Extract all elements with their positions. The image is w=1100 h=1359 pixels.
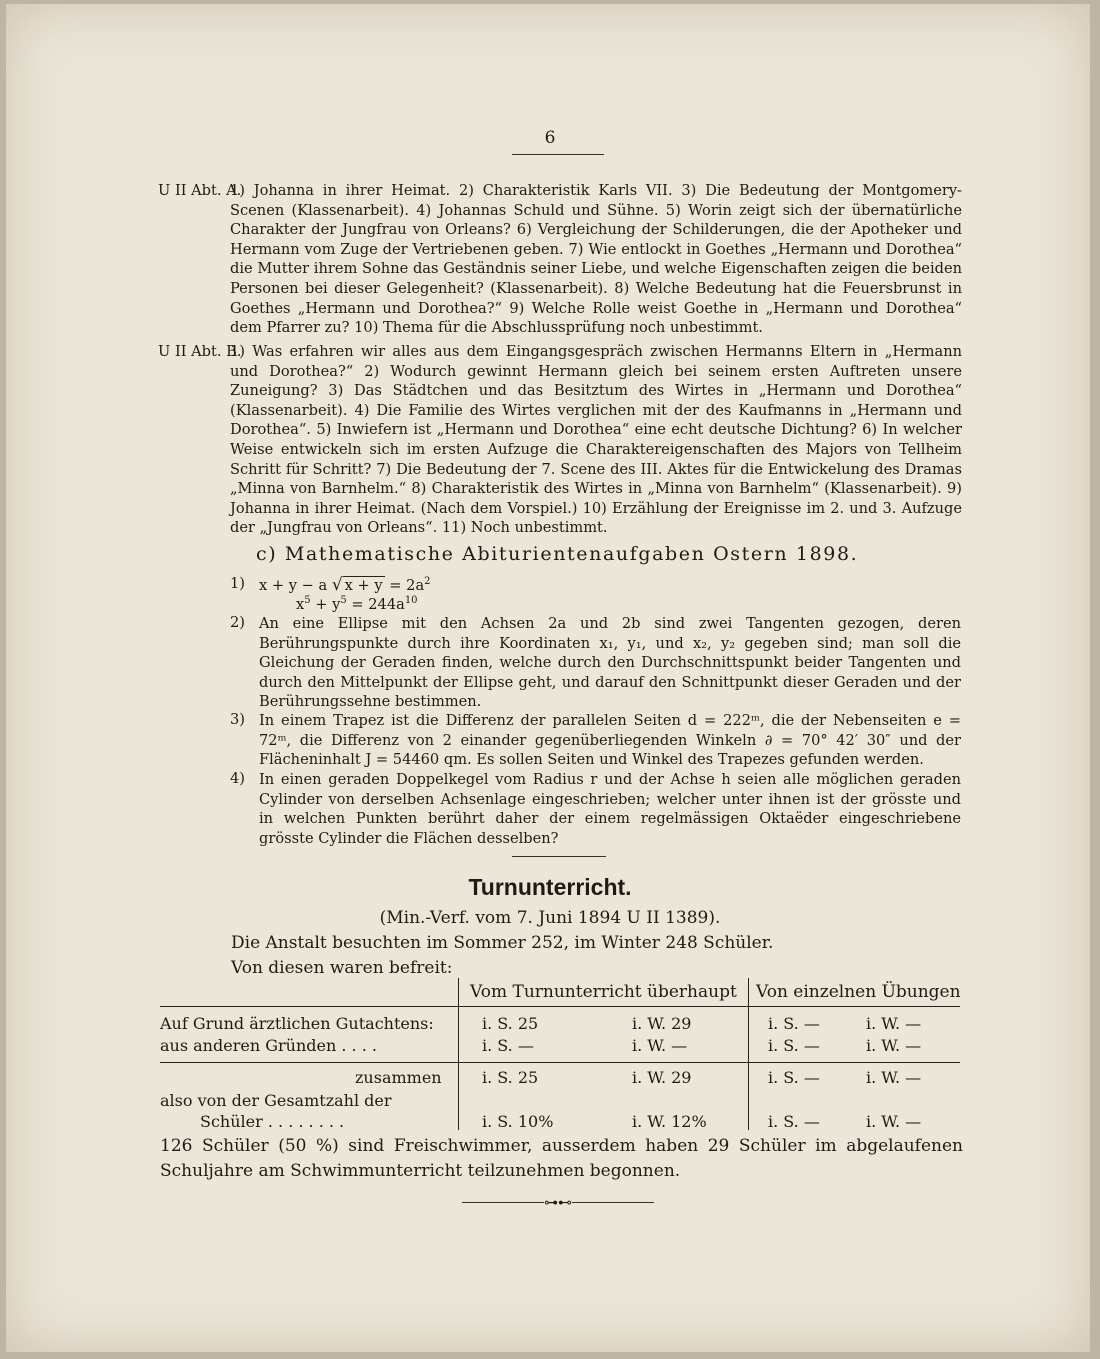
section-divider [512,856,606,857]
row3-s: i. S. 25 [482,1068,539,1087]
eq2-right: = 244a [346,595,405,613]
math-heading: c) Mathematische Abiturientenaufgaben Ostern 1898. [256,543,859,565]
eq1-left: x + y − a [259,577,328,594]
row1-w: i. W. 29 [632,1014,692,1033]
section-u2b [158,342,962,538]
table-header-col1: Vom Turnunterricht überhaupt [470,982,737,1002]
table-hline-top [160,1006,960,1007]
math-p2-number: 2) [230,614,245,631]
turn-line1: Die Anstalt besuchten im Sommer 252, im Winter 248 Schüler. [231,933,774,953]
math-p2-text: An eine Ellipse mit den Achsen 2a und 2b sind zwei Tangenten gezogen, deren Berührungspunkte durch ihre Koordinaten x₁, y₁, und x₂, y₂ gegeben sind; man soll die Gleichung der Geraden finden, welche durch den Durchschnittspunkt beider Tangenten und durch den Mittelpunkt der Ellipse geht, und darauf den Schnittpunkt dieser Geraden und der Berührungssehne bestimmen. [259,615,961,711]
section-u2a [158,181,962,338]
section-u2b-text: 1) Was erfahren wir alles aus dem Eingangsgespräch zwischen Hermanns Eltern in „Hermann und Dorothea?“ 2) Wodurch gewinnt Hermann gleich bei seinem ersten Auftreten unsere Zuneigung? 3) Das Städtchen und das Besitztum des Wirtes in „Hermann und Dorothea“ (Klassenarbeit). 4) Die Familie des Wirtes verglichen mit der des Kaufmanns in „Hermann und Dorothea“. 5) Inwiefern ist „Hermann und Dorothea“ eine echt deutsche Dichtung? 6) In welcher Weise entwickeln sich im ersten Aufzuge die Charaktereigenschaften des Majors von Tellheim Schritt für Schritt? 7) Die Bedeutung der 7. Scene des III. Aktes für die Entwickelung des Dramas „Minna von Barnhelm.“ 8) Charakteristik des Wirtes in „Minna von Barnhelm“ (Klassenarbeit). 9) Johanna in ihrer Heimat. (Nach dem Vorspiel.) 10) Erzählung der Ereignisse im 2. und 3. Aufzuge der „Jungfrau von Orleans“. 11) Noch unbestimmt. [230,343,962,537]
page-number: 6 [544,128,556,148]
table-vline-1 [458,978,459,1130]
ornament-icon: ⊶⊷ [544,1195,572,1211]
section-u2a-label: U II Abt. A. [158,182,242,199]
eq1-right: = 2a [389,577,425,594]
row2-s: i. S. — [482,1036,534,1055]
table-vline-2 [748,978,749,1130]
math-p3-number: 3) [230,711,245,728]
row1-s: i. S. 25 [482,1014,539,1033]
row2-label: aus anderen Gründen . . . . [160,1036,377,1055]
row2-w2: i. W. — [866,1036,922,1055]
end-rule-left [462,1202,544,1203]
row1-label: Auf Grund ärztlichen Gutachtens: [160,1014,434,1033]
row3-label: zusammen [355,1068,442,1087]
turn-line2: Von diesen waren befreit: [231,958,453,978]
row3-w2: i. W. — [866,1068,922,1087]
eq2-x: x [296,595,305,613]
math-p1-eq2 [296,595,418,613]
row2-s2: i. S. — [768,1036,820,1055]
math-p4-text: In einen geraden Doppelkegel vom Radius r und der Achse h seien alle möglichen geraden Cylinder von derselben Achsenlage eingeschrieben; welcher unter ihnen ist der grösste und in welchen Punkten berührt daher der einem regelmässigen Oktaëder eingeschriebene grösste Cylinder die Flächen desselben? [259,771,961,847]
row1-w2: i. W. — [866,1014,922,1033]
eq2-y-exp: 5 [340,595,347,606]
table-header-col2: Von einzelnen Übungen [756,982,961,1002]
swimming-note: 126 Schüler (50 %) sind Freischwimmer, ausserdem haben 29 Schüler im abgelaufenen Schuljahre am Schwimmunterricht teilzunehmen begonnen. [160,1136,963,1181]
row3-s2: i. S. — [768,1068,820,1087]
turn-title: Turnunterricht. [468,874,632,900]
math-p1-eq1 [259,575,431,595]
end-rule-right [572,1202,654,1203]
math-p3-text: In einem Trapez ist die Differenz der parallelen Seiten d = 222ᵐ, die der Nebenseiten e = 72ᵐ, die Differenz von 2 einander gegenüberliegenden Winkeln ∂ = 70° 42′ 30″ und der Flächeninhalt J = 54460 qm. Es sollen Seiten und Winkel des Trapezes gefunden werden. [259,712,961,769]
row4-s2: i. S. — [768,1112,820,1131]
eq1-right-exp: 2 [424,576,431,588]
eq1-radicand: x + y [344,577,383,594]
eq2-right-exp: 10 [404,595,418,606]
sqrt-sign: √ [331,575,343,595]
page-number-rule [512,154,604,155]
section-u2a-text: 1) Johanna in ihrer Heimat. 2) Charakteristik Karls VII. 3) Die Bedeutung der Montgomery-Scenen (Klassenarbeit). 4) Johannas Schuld und Sühne. 5) Worin zeigt sich der übernatürliche Charakter der Jungfrau von Orleans? 6) Vergleichung der Schilderungen, die der Apotheker und Hermann vom Zuge der Vertriebenen geben. 7) Wie entlockt in Goethes „Hermann und Dorothea“ die Mutter ihrem Sohne das Geständnis seiner Liebe, und welche Eigenschaften zeigen die beiden Personen bei dieser Gelegenheit? (Klassenarbeit). 8) Welche Bedeutung hat die Feuersbrunst in Goethes „Hermann und Dorothea?“ 9) Welche Rolle weist Goethe in „Hermann und Dorothea“ dem Pfarrer zu? 10) Thema für die Abschlussprüfung noch unbestimmt. [230,182,962,337]
eq2-y: + y [310,595,341,613]
row1-s2: i. S. — [768,1014,820,1033]
row4-s: i. S. 10% [482,1112,554,1131]
table-hline-mid [160,1062,960,1063]
math-p1-number: 1) [230,575,245,592]
math-p4-number: 4) [230,770,245,787]
eq2-x-exp: 5 [304,595,311,606]
row4-w2: i. W. — [866,1112,922,1131]
section-u2b-label: U II Abt. B. [158,343,242,360]
row4-w: i. W. 12% [632,1112,707,1131]
row3-w: i. W. 29 [632,1068,692,1087]
row2-w: i. W. — [632,1036,688,1055]
row4-label-a: also von der Gesamtzahl der [160,1091,392,1110]
turn-subtitle: (Min.-Verf. vom 7. Juni 1894 U II 1389). [379,908,721,928]
row4-label-b: Schüler . . . . . . . . [200,1112,345,1131]
